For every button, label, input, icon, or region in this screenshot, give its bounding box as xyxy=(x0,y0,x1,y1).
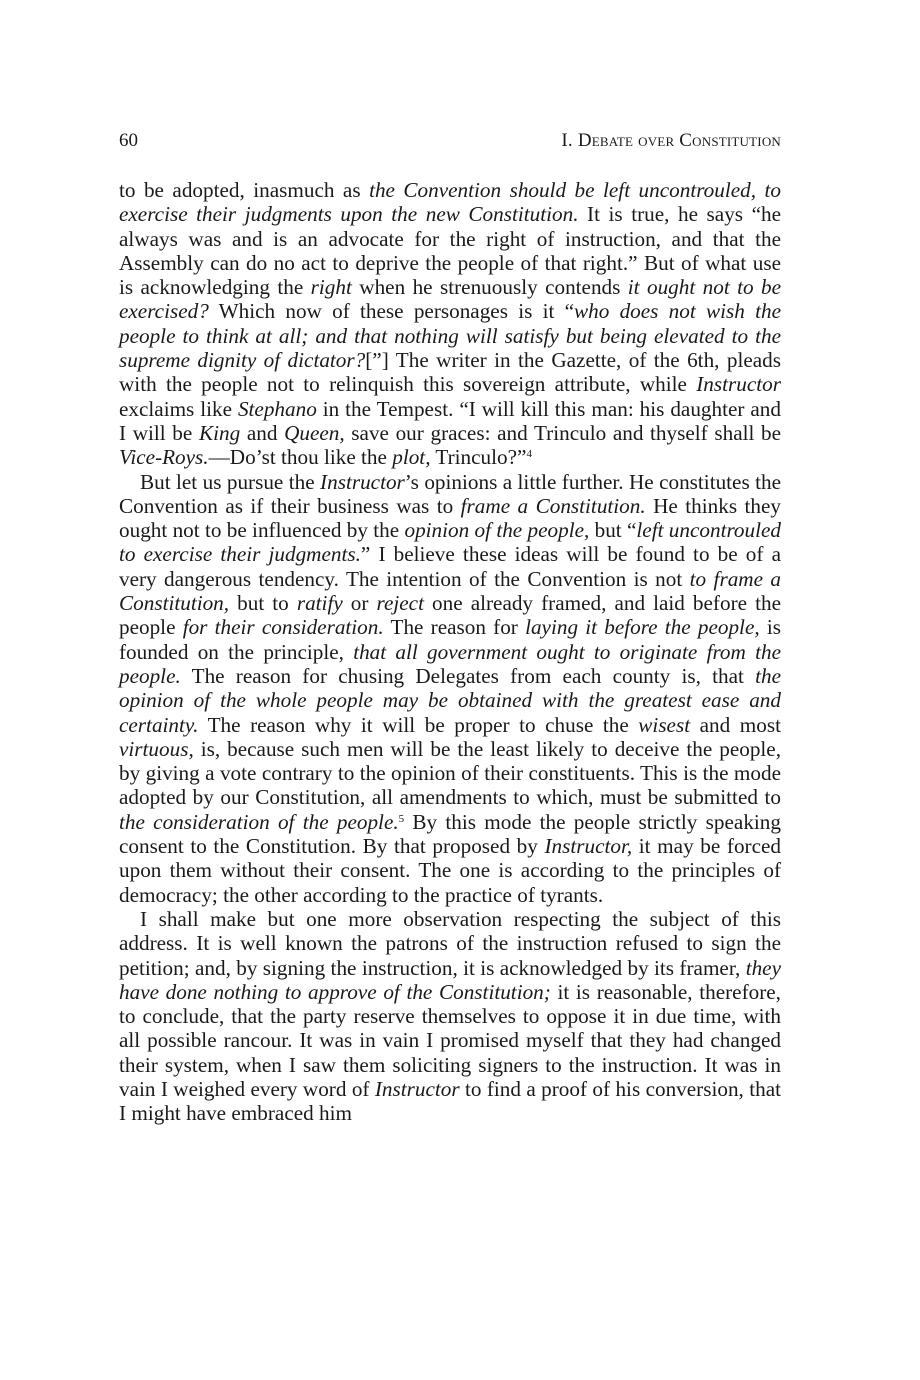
italic-text: left uncontrouled to exercise their judgments. xyxy=(119,518,781,567)
text-run: or xyxy=(342,591,377,616)
running-title: I. Debate over Constitution xyxy=(561,130,781,151)
text-run: It is true, he says “he always was and is an advocate for the right of instruction, and that the Assembly can do no act to deprive the people of that right.” But of what use is acknowledging the xyxy=(119,202,781,300)
text-run: The reason for chusing Delegates from each county is, that xyxy=(180,663,756,688)
text-run: ’s opinions a little further. He constitutes the Convention as if their business was to xyxy=(119,469,781,518)
italic-text: it ought not to be exercised? xyxy=(119,275,781,324)
text-run: I shall make but one more observation respecting the subject of this address. It is well known the patrons of the instruction refused to sign the petition; and, by signing the instruction, it is acknowledged by its framer, xyxy=(119,906,781,980)
italic-text: King xyxy=(198,420,241,445)
text-run: The reason for xyxy=(383,615,526,640)
text-run: [”] The writer in the Gazette, of the 6th, pleads with the people not to relinquish this sovereign attribute, while xyxy=(119,348,781,397)
text-run: and xyxy=(240,420,285,445)
italic-text: that all government ought to originate from the people. xyxy=(119,639,781,688)
text-run: is, because such men will be the least likely to deceive the people, by giving a vote contrary to the opinion of their constituents. This is the mode adopted by our Constitution, all amendments to which, must be submitted to xyxy=(119,736,781,810)
italic-text: wisest xyxy=(638,712,691,737)
italic-text: frame a Constitution. xyxy=(460,493,646,518)
paragraph xyxy=(119,907,781,1126)
text-run: ” I believe these ideas will be found to be of a very dangerous tendency. The intention of the Convention is not xyxy=(119,542,781,591)
italic-text: Instructor xyxy=(320,469,405,494)
text-run: By this mode the people strictly speaking consent to the Constitution. By that proposed by xyxy=(119,809,781,859)
text-run: when he strenuously contends xyxy=(351,275,628,300)
italic-text: the opinion of the whole people may be obtained with the greatest ease and certainty. xyxy=(119,663,781,737)
italic-text: who does not wish the people to think at all; and that nothing will satisfy but being elevated to the supreme dignity of dictator? xyxy=(119,299,781,373)
italic-text: reject xyxy=(376,591,424,616)
italic-text: Stephano xyxy=(237,396,317,421)
italic-text: the Convention should be left uncontrouled, to exercise their judgments upon the new Constitution. xyxy=(119,178,781,227)
italic-text: Vice-Roys. xyxy=(119,445,209,470)
text-run: He thinks they ought not to be influenced by the xyxy=(119,493,781,543)
footnote-marker: 5 xyxy=(398,812,405,825)
footnote-marker: 4 xyxy=(526,448,532,461)
italic-text: opinion of the people, xyxy=(404,518,590,543)
text-run: —Do’st thou like the xyxy=(208,445,393,470)
italic-text: Instructor, xyxy=(544,834,633,859)
book-page xyxy=(119,128,781,1126)
text-run: to be adopted, inasmuch as xyxy=(119,178,370,202)
italic-text: ratify xyxy=(296,591,343,616)
italic-text: Queen, xyxy=(284,420,345,445)
text-run: it is reasonable, therefore, to conclude, that the party reserve themselves to oppose it in due time, with all possible rancour. It was in vain I promised myself that they had changed their system, when I saw them soliciting signers to the instruction. It was in vain I weighed every word of xyxy=(119,979,781,1101)
italic-text: right xyxy=(310,275,352,300)
text-run: save our graces: and Trinculo and thyself shall be xyxy=(344,420,782,445)
text-run: but to xyxy=(229,591,297,616)
text-run: and most xyxy=(690,712,781,737)
text-run: one already framed, and laid before the people xyxy=(119,591,781,640)
italic-text: plot, xyxy=(392,445,431,470)
italic-text: to frame a Constitution, xyxy=(119,566,781,616)
page-number: 60 xyxy=(119,130,138,151)
italic-text: for their consideration. xyxy=(182,615,384,640)
italic-text: Instructor xyxy=(696,372,781,397)
text-run: it may be forced upon them without their consent. The one is according to the principles of democracy; the other according to the practice of tyrants. xyxy=(119,834,781,907)
paragraph xyxy=(119,470,781,907)
text-run: to find a proof of his conversion, that I might have embraced him xyxy=(119,1076,781,1126)
text-run: The reason why it will be proper to chuse the xyxy=(198,712,639,737)
running-head xyxy=(119,128,781,154)
text-run: in the Tempest. “I will kill this man: his daughter and I will be xyxy=(119,396,781,445)
italic-text: they have done nothing to approve of the Constitution; xyxy=(119,955,781,1004)
text-run: But let us pursue the xyxy=(140,469,321,494)
text-run: is founded on the principle, xyxy=(119,615,781,664)
italic-text: laying it before the people, xyxy=(525,615,760,640)
text-run: Trinculo?” xyxy=(430,445,527,470)
body-text xyxy=(119,178,781,1126)
text-run: exclaims like xyxy=(119,396,238,421)
paragraph xyxy=(119,178,781,470)
text-run: Which now of these personages is it “ xyxy=(208,299,575,324)
italic-text: the consideration of the people. xyxy=(119,809,399,834)
italic-text: virtuous, xyxy=(119,736,194,761)
text-run: but “ xyxy=(589,518,637,543)
italic-text: Instructor xyxy=(374,1076,460,1101)
